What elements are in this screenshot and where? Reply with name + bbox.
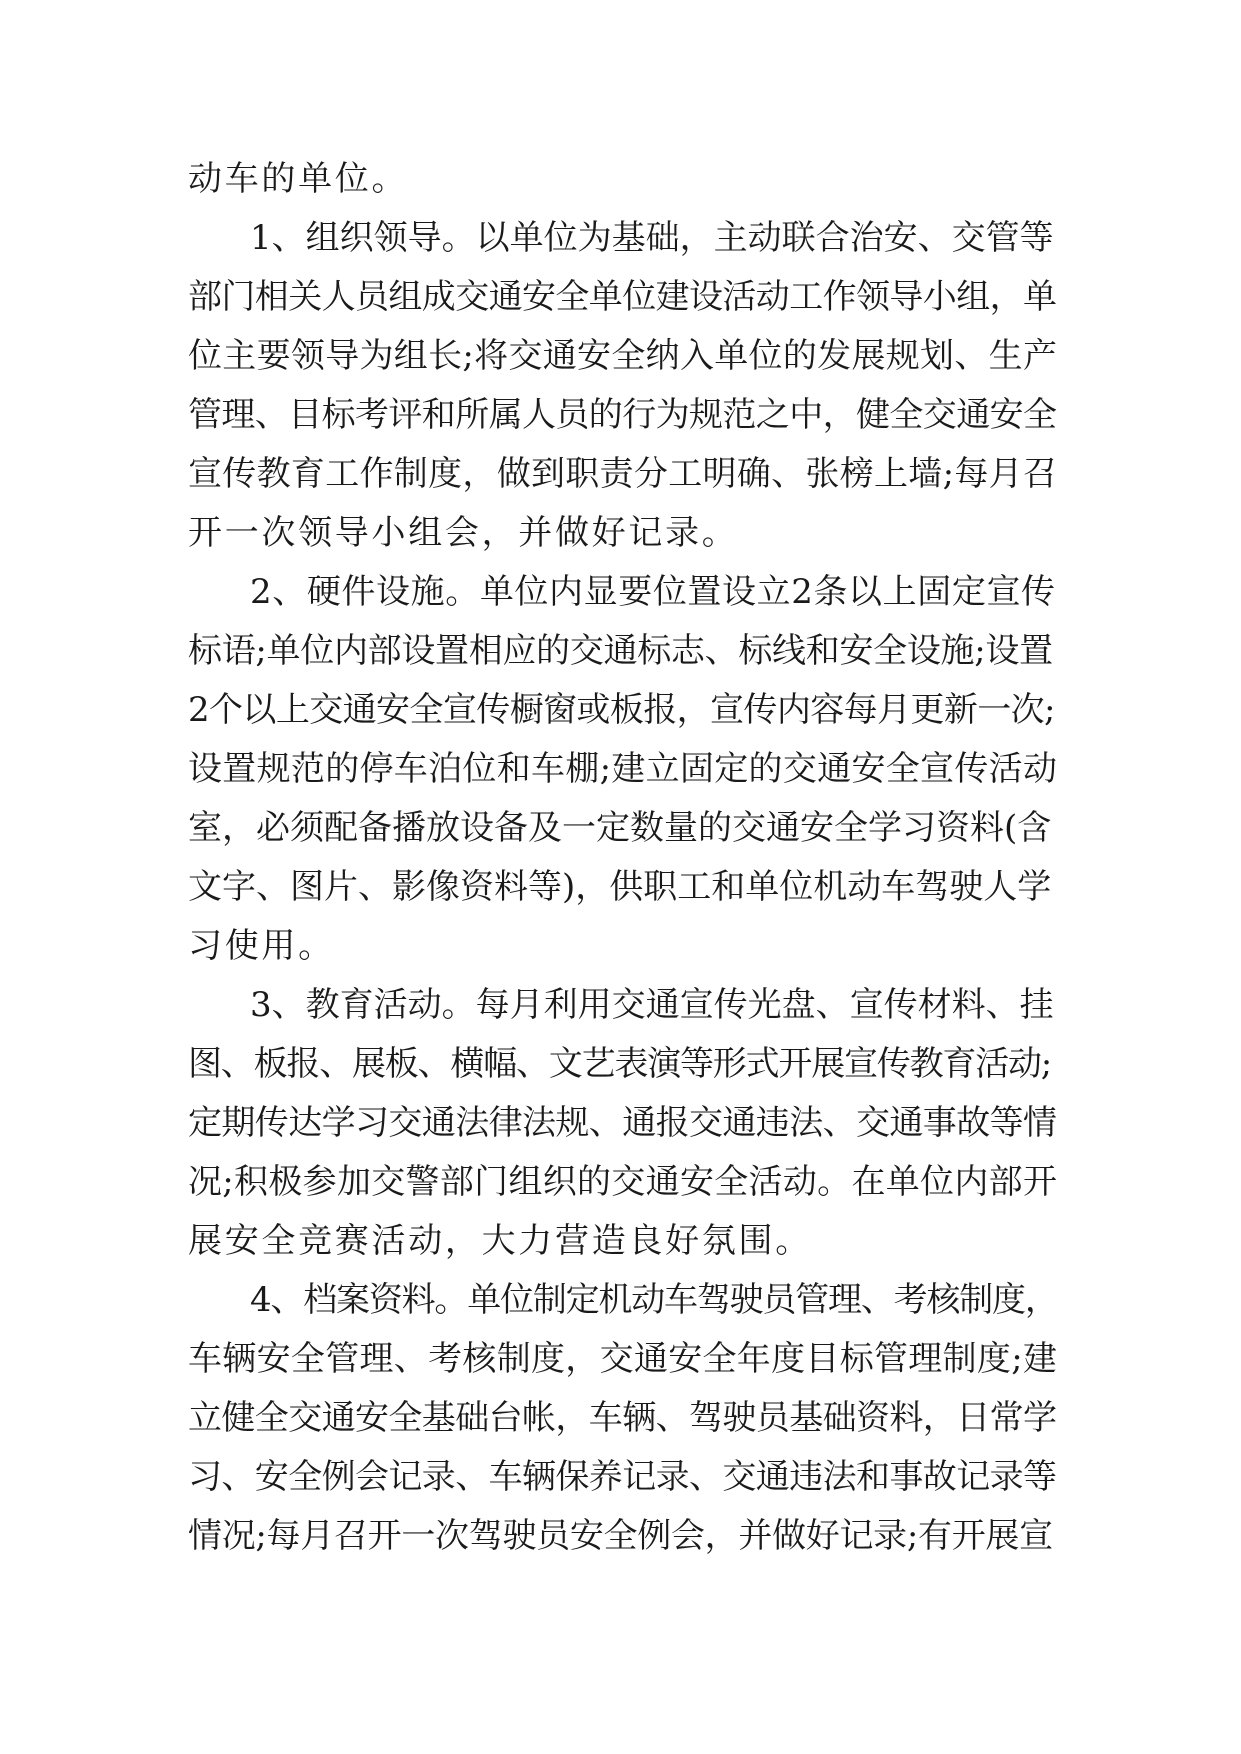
text-line: 动车的单位。: [188, 159, 409, 199]
text-line: 标语;单位内部设置相应的交通标志、标线和安全设施;设置: [188, 631, 1053, 671]
paragraph-3-start: 3、教育活动。每月利用交通宣传光盘、宣传材料、挂: [250, 985, 1054, 1025]
text-line: 设置规范的停车泊位和车棚;建立固定的交通安全宣传活动: [188, 749, 1058, 789]
text-line: 位主要领导为组长;将交通安全纳入单位的发展规划、生产: [188, 336, 1058, 376]
text-line: 习使用。: [188, 926, 335, 966]
text-line: 图、板报、展板、横幅、文艺表演等形式开展宣传教育活动;: [188, 1044, 1052, 1084]
text-line: 展安全竞赛活动，大力营造良好氛围。: [188, 1221, 812, 1261]
text-line: 开一次领导小组会，并做好记录。: [188, 513, 739, 553]
document-body: [188, 150, 1058, 1566]
paragraph-2-start: 2、硬件设施。单位内显要位置设立2条以上固定宣传: [250, 572, 1056, 612]
text-line: 情况;每月召开一次驾驶员安全例会，并做好记录;有开展宣: [188, 1516, 1053, 1556]
text-line: 车辆安全管理、考核制度，交通安全年度目标管理制度;建: [188, 1339, 1058, 1379]
text-line: 文字、图片、影像资料等)，供职工和单位机动车驾驶人学: [188, 867, 1052, 907]
text-line: 习、安全例会记录、车辆保养记录、交通违法和事故记录等: [188, 1457, 1057, 1497]
text-line: 管理、目标考评和所属人员的行为规范之中，健全交通安全: [188, 395, 1057, 435]
text-line: 况;积极参加交警部门组织的交通安全活动。在单位内部开: [188, 1162, 1058, 1202]
text-line: 部门相关人员组成交通安全单位建设活动工作领导小组，单: [188, 277, 1057, 317]
text-line: 室，必须配备播放设备及一定数量的交通安全学习资料(含: [188, 808, 1052, 848]
text-line: 2个以上交通安全宣传橱窗或板报，宣传内容每月更新一次;: [188, 690, 1055, 730]
text-line: 立健全交通安全基础台帐，车辆、驾驶员基础资料，日常学: [188, 1398, 1057, 1438]
text-line: 宣传教育工作制度，做到职责分工明确、张榜上墙;每月召: [188, 454, 1058, 494]
text-line: 定期传达学习交通法律法规、通报交通违法、交通事故等情: [188, 1103, 1057, 1143]
paragraph-4-start: 4、档案资料。单位制定机动车驾驶员管理、考核制度，: [250, 1280, 1058, 1320]
paragraph-1-start: 1、组织领导。以单位为基础，主动联合治安、交管等: [250, 218, 1054, 258]
